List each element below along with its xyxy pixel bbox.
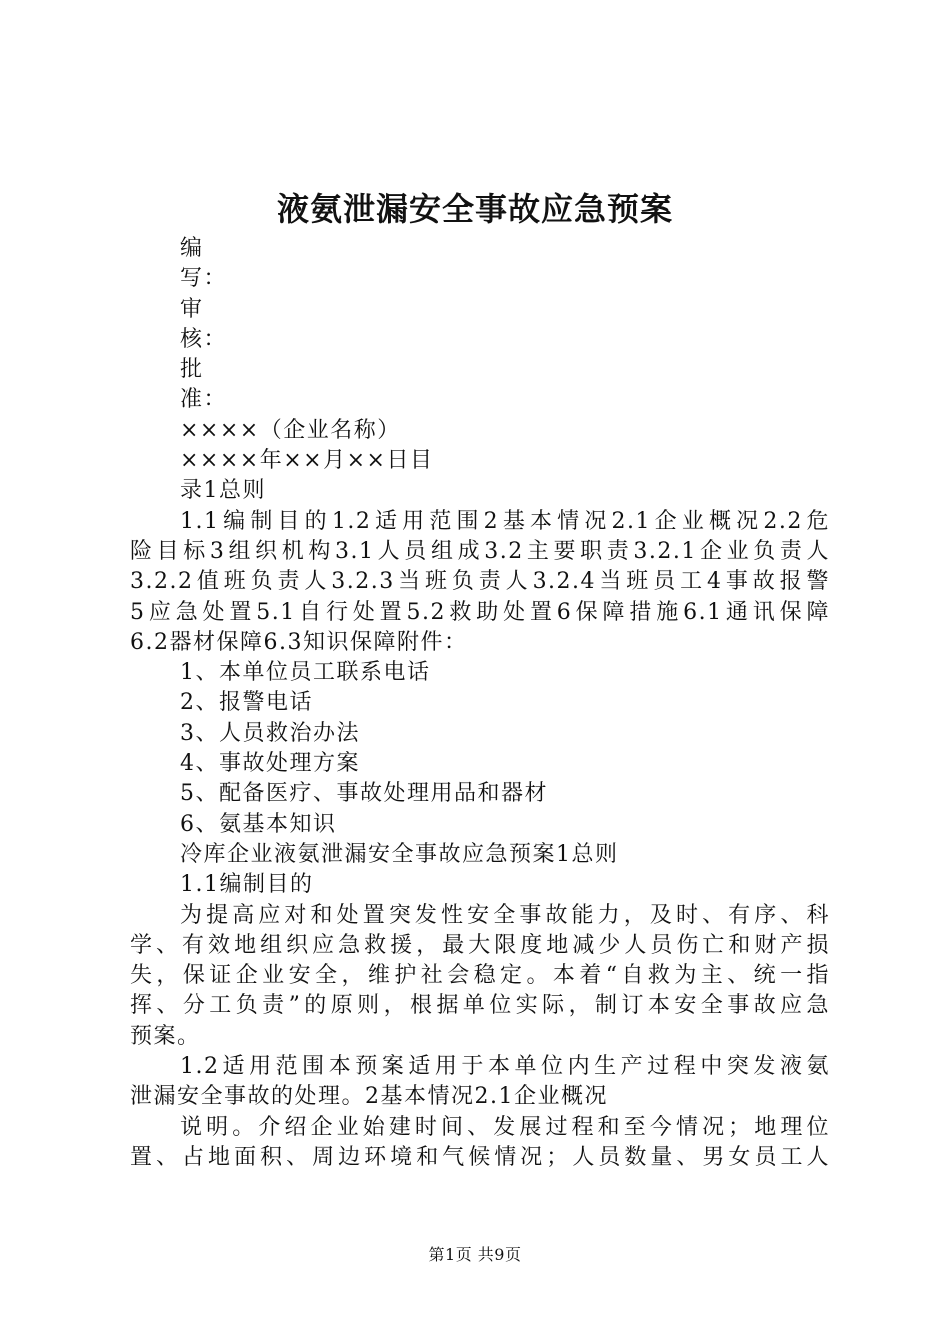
text-line: ××××（企业名称） xyxy=(180,417,401,443)
text-line: 录1总则 xyxy=(180,478,266,504)
text-line: 学、有效地组织应急救援，最大限度地减少人员伤亡和财产损 xyxy=(130,932,830,958)
text-line: 6、氨基本知识 xyxy=(180,811,337,837)
text-line: 审 xyxy=(180,296,204,322)
text-line: 1.1编制目的 xyxy=(180,872,314,898)
document-title: 液氨泄漏安全事故应急预案 xyxy=(276,190,673,228)
text-line: 3、人员救治办法 xyxy=(180,720,360,746)
text-line: 失，保证企业安全，维护社会稳定。本着“自救为主、统一指 xyxy=(130,963,830,989)
text-line: 6.2器材保障6.3知识保障附件： xyxy=(130,629,468,655)
text-line: 冷库企业液氨泄漏安全事故应急预案1总则 xyxy=(180,841,619,867)
text-line: 1.1编制目的1.2适用范围2基本情况2.1企业概况2.2危 xyxy=(180,508,830,534)
text-line: 批 xyxy=(180,357,204,383)
text-line: 核： xyxy=(180,326,228,352)
text-line: 1、本单位员工联系电话 xyxy=(180,660,431,686)
text-line: 挥、分工负责”的原则，根据单位实际，制订本安全事故应急 xyxy=(130,993,830,1019)
text-line: 准： xyxy=(180,387,228,413)
text-line: 置、占地面积、周边环境和气候情况；人员数量、男女员工人 xyxy=(130,1144,830,1170)
text-line: 预案。 xyxy=(130,1023,201,1049)
text-line: 2、报警电话 xyxy=(180,690,313,716)
text-line: 1.2适用范围本预案适用于本单位内生产过程中突发液氨 xyxy=(180,1054,830,1080)
text-line: ××××年××月××日目 xyxy=(180,448,434,474)
text-line: 泄漏安全事故的处理。2基本情况2.1企业概况 xyxy=(130,1084,608,1110)
page-footer: 第1页 共9页 xyxy=(428,1245,522,1264)
text-line: 4、事故处理方案 xyxy=(180,751,360,777)
text-line: 写： xyxy=(180,266,228,292)
document-body xyxy=(130,234,830,1173)
text-line: 编 xyxy=(180,236,204,261)
text-line: 险目标3组织机构3.1人员组成3.2主要职责3.2.1企业负责人 xyxy=(130,538,830,564)
text-line: 5、配备医疗、事故处理用品和器材 xyxy=(180,781,548,807)
text-line: 3.2.2值班负责人3.2.3当班负责人3.2.4当班员工4事故报警 xyxy=(130,569,830,595)
text-line: 说明。介绍企业始建时间、发展过程和至今情况；地理位 xyxy=(180,1114,830,1140)
text-line: 为提高应对和处置突发性安全事故能力，及时、有序、科 xyxy=(180,902,830,928)
text-line: 5应急处置5.1自行处置5.2救助处置6保障措施6.1通讯保障 xyxy=(130,599,830,625)
